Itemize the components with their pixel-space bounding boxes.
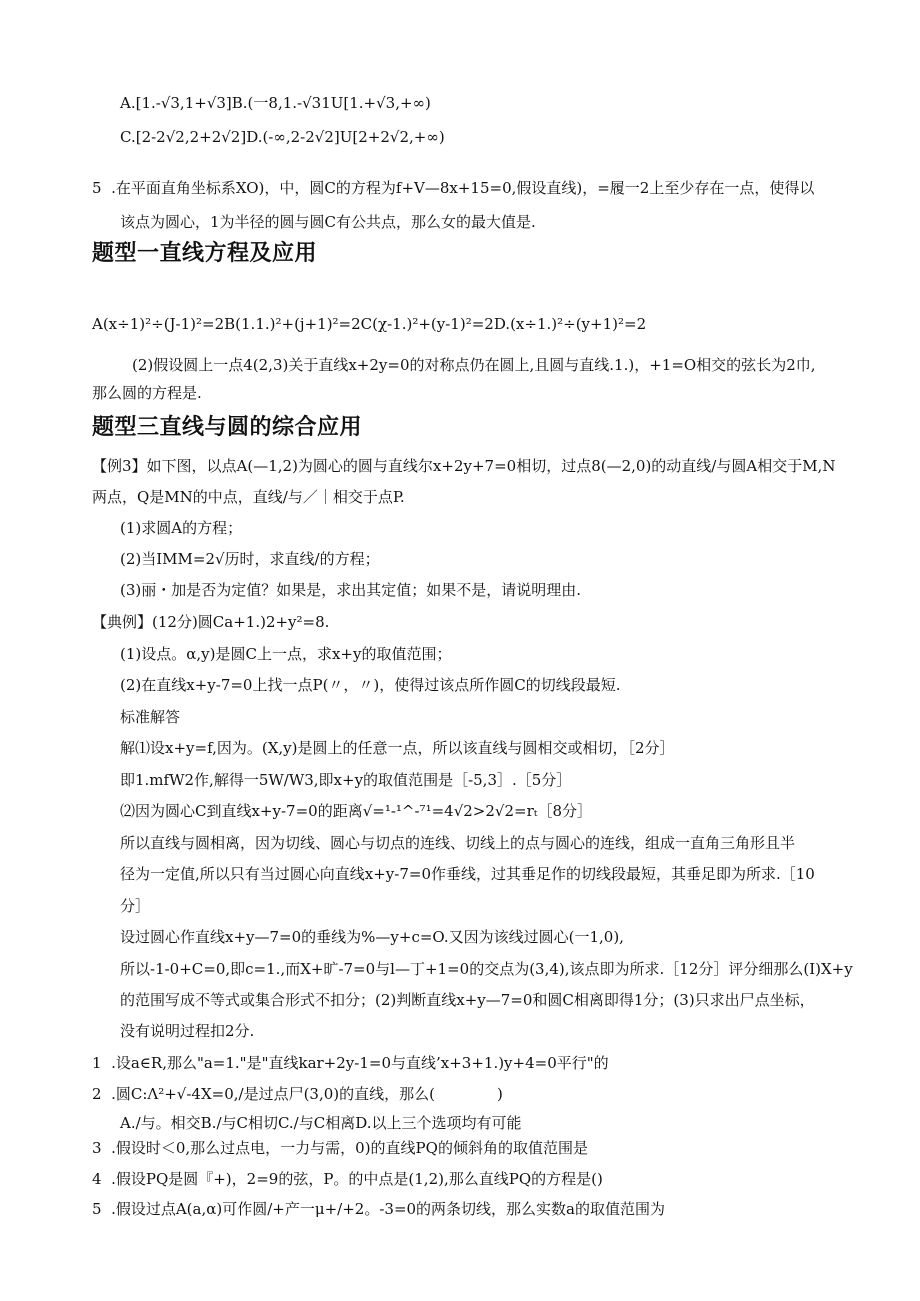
typical-example-title: 【典例】(12分)圆Ca+1.)2+y²=8.	[92, 613, 330, 631]
section-heading-1: 题型一直线方程及应用	[92, 241, 318, 266]
practice-question-5: 5 .假设过点A(a,α)可作圆/+产一μ+/+2。-3=0的两条切线，那么实数a的取值范围为	[92, 1200, 665, 1218]
solution-line-1: 解⑴设x+y=f,因为。(X,y)是圆上的任意一点，所以该直线与圆相交或相切，［2分］	[120, 739, 675, 757]
question-5-line-2: 该点为圆心，1为半径的圆与圆C有公共点，那么女的最大值是.	[120, 213, 536, 231]
question-5-line-1: 5 .在平面直角坐标系XO)，中，圆C的方程为f+V—8x+15=0,假设直线)，=履一2上至少存在一点，使得以	[92, 179, 815, 197]
typical-example-part-2: (2)在直线x+y-7=0上找一点P(〃，〃)，使得过该点所作圆C的切线段最短.	[120, 676, 621, 694]
practice-question-2: 2 .圆C:Λ²+√-4X=0,/是过点尸(3,0)的直线，那么( )	[92, 1085, 503, 1103]
practice-question-2-options: A./与。相交B./与C相切C./与C相离D.以上三个选项均有可能	[120, 1114, 522, 1132]
practice-question-1: 1 .设a∈R,那么"a=1."是"直线kar+2y-1=0与直线’x+3+1.)y+4=0平行"的	[92, 1054, 609, 1072]
option-line-ab: A.[1.-√3,1+√3]B.(一8,1.-√31U[1.+√3,+∞)	[120, 94, 431, 112]
practice-question-3: 3 .假设时＜0,那么过点电，一力与需，0)的直线PQ的倾斜角的取值范围是	[92, 1139, 588, 1157]
question-2-line-1: (2)假设圆上一点4(2,3)关于直线x+2y=0的对称点仍在圆上,且圆与直线.1.)，+1=O相交的弦长为2巾,	[132, 356, 816, 374]
option-line-cd: C.[2-2√2,2+2√2]D.(-∞,2-2√2]U[2+2√2,+∞)	[120, 128, 445, 146]
example-3-part-3: (3)丽・加是否为定值？如果是，求出其定值；如果不是，请说明理由.	[120, 581, 582, 599]
section-heading-3: 题型三直线与圆的综合应用	[92, 415, 363, 440]
example-3-line-1: 【例3】如下图，以点A(—1,2)为圆心的圆与直线尔x+2y+7=0相切，过点8(—2,0)的动直线/与圆A相交于M,N	[92, 457, 836, 475]
solution-line-3: ⑵因为圆心C到直线x+y-7=0的距离√=¹-¹^-⁷¹=4√2>2√2=rₜ［8分］	[120, 802, 592, 820]
solution-line-9: 的范围写成不等式或集合形式不扣分；(2)判断直线x+y—7=0和圆C相离即得1分；(3)只求出尸点坐标，	[120, 991, 815, 1009]
solution-line-2: 即1.mfW2作,解得一5W/W3,即x+y的取值范围是［-5,3］.［5分］	[120, 771, 572, 789]
solution-line-6: 分］	[120, 897, 151, 915]
question-2-line-2: 那么圆的方程是.	[92, 384, 202, 402]
solution-line-5: 径为一定值,所以只有当过圆心向直线x+y-7=0作垂线，过其垂足作的切线段最短，其垂足即为所求.［10	[120, 865, 815, 883]
solution-line-10: 没有说明过程扣2分.	[120, 1022, 255, 1040]
example-3-line-2: 两点，Q是MN的中点，直线/与／｜相交于点P.	[92, 488, 405, 506]
solution-line-8: 所以-1-0+C=0,即c=1.,而X+旷-7=0与l—丁+1=0的交点为(3,4),该点即为所求.［12分］评分细那么(I)X+y	[120, 960, 853, 978]
example-3-part-2: (2)当IMM=2√历时，求直线/的方程；	[120, 550, 380, 568]
practice-question-4: 4 .假设PQ是圆『+)，2=9的弦，P。的中点是(1,2),那么直线PQ的方程是()	[92, 1170, 603, 1188]
example-3-part-1: (1)求圆A的方程；	[120, 519, 243, 537]
typical-example-part-1: (1)设点。α,y)是圆C上一点，求x+y的取值范围；	[120, 645, 452, 663]
standard-answer-label: 标准解答	[120, 708, 181, 726]
solution-line-7: 设过圆心作直线x+y—7=0的垂线为%—y+c=O.又因为该线过圆心(一1,0),	[120, 928, 624, 946]
circle-options: A(x÷1)²÷(J-1)²=2B(1.1.)²+(j+1)²=2C(χ-1.)²+(y-1)²=2D.(x÷1.)²÷(y+1)²=2	[92, 315, 647, 333]
solution-line-4: 所以直线与圆相离，因为切线、圆心与切点的连线、切线上的点与圆心的连线，组成一直角三角形且半	[120, 834, 796, 852]
